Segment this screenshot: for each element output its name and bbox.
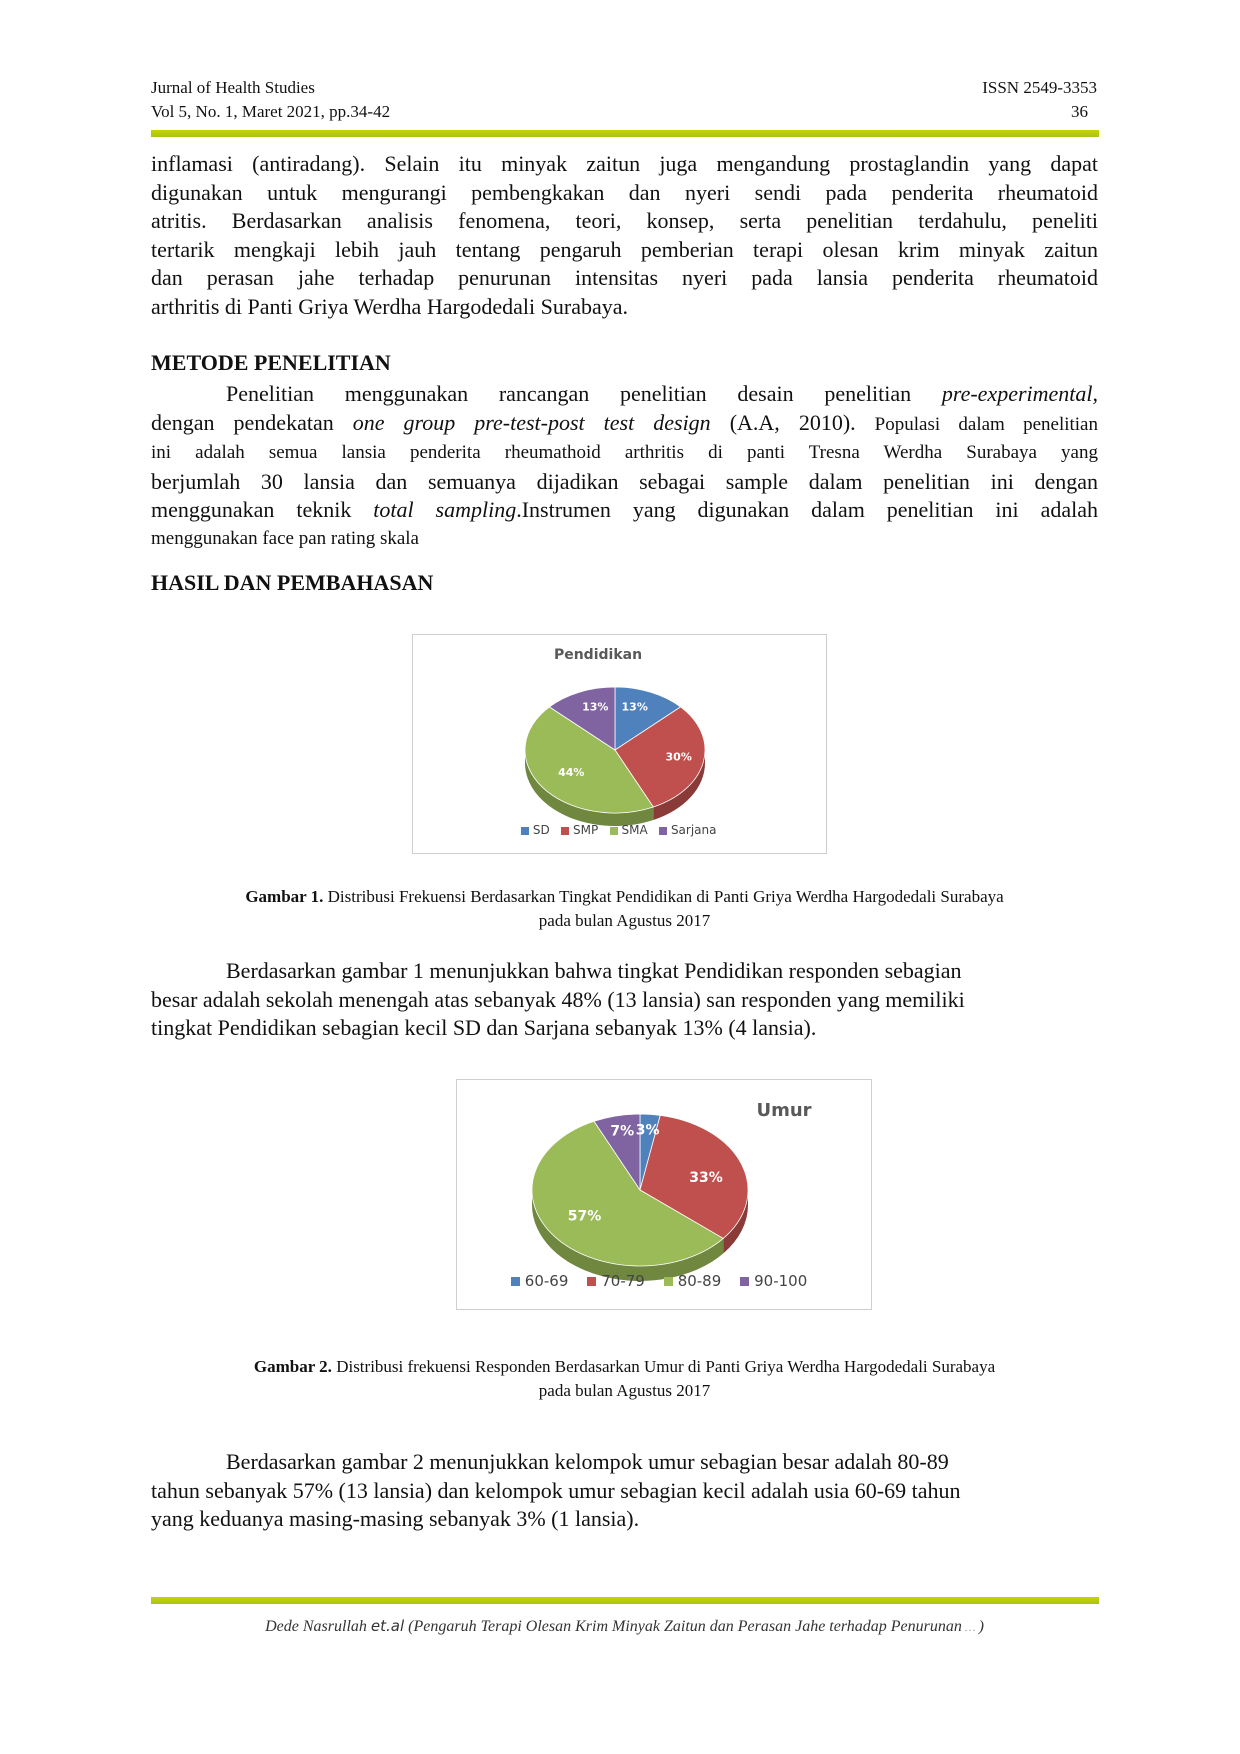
footer-paren: ( [404,1618,414,1635]
metode-text-italic: one group pre-test-post test design [352,409,711,435]
legend-label: 70-79 [601,1272,645,1290]
intro-line: dan perasan jahe terhadap penurunan intensitas nyeri pada lansia penderita rheumatoid [151,265,1098,290]
legend-swatch [610,827,618,835]
legend-label: SMA [621,823,648,837]
metode-line [151,380,1098,409]
pie-data-label: 33% [689,1170,723,1186]
chart-legend [521,823,717,837]
legend-swatch [521,827,529,835]
chart-title: Pendidikan [553,647,643,663]
chart-title: Umur [756,1100,812,1121]
footer-author: Dede Nasrullah [265,1618,371,1635]
discussion-line: tingkat Pendidikan sebagian kecil SD dan Sarjana sebanyak 13% (4 lansia). [151,1015,817,1040]
issn: ISSN 2549-3353 [982,78,1097,97]
legend-label: SD [532,823,550,837]
metode-text: Populasi dalam penelitian [874,413,1098,435]
figure1-label: Gambar 1. [245,887,324,906]
figure2-label: Gambar 2. [253,1357,332,1376]
figure2-caption [151,1355,1098,1403]
pie-data-label: 13% [582,700,609,714]
running-footer [151,1617,1098,1636]
metode-text: Penelitian menggunakan rancangan penelitian desain penelitian [226,381,912,406]
metode-line [151,496,1098,525]
discussion-line: tahun sebanyak 57% (13 lansia) dan kelompok umur sebagian kecil adalah usia 60-69 tahun [151,1477,961,1503]
footer-etal: et.al [370,1617,405,1635]
legend-label: SMP [572,823,599,837]
chart-pendidikan [412,634,827,854]
metode-line: berjumlah 30 lansia dan semuanya dijadikan sebagai sample dalam penelitian ini dengan [151,468,1098,494]
pie-group [525,687,705,826]
section-heading-metode: METODE PENELITIAN [151,350,391,375]
metode-line [151,409,1098,440]
figure2-caption-text: pada bulan Agustus 2017 [538,1381,711,1400]
figure1-caption-text: Distribusi Frekuensi Berdasarkan Tingkat Pendidikan di Panti Griya Werdha Hargodedali Surabaya [323,887,1004,906]
legend-swatch [511,1277,520,1286]
pie-data-label: 3% [635,1122,660,1139]
legend-swatch [587,1277,596,1286]
pie-data-label: 44% [558,766,585,780]
figure1-caption [151,885,1098,933]
metode-text: (A.A, 2010). [729,409,856,435]
legend-swatch [740,1277,749,1286]
footer-title: Pengaruh Terapi Olesan Krim Minyak Zaitun dan Perasan Jahe terhadap Penurunan [413,1618,962,1635]
discussion-line: yang keduanya masing-masing sebanyak 3% (1 lansia). [151,1506,640,1531]
pie-group [532,1114,748,1281]
legend-swatch [659,827,667,835]
metode-text-italic: pre-experimental, [941,381,1099,406]
journal-name: Jurnal of Health Studies [151,78,315,97]
header-rule [151,130,1099,137]
intro-line: inflamasi (antiradang). Selain itu minyak zaitun juga mengandung prostaglandin yang dapat [151,151,1098,176]
journal-issue: Vol 5, No. 1, Maret 2021, pp.34-42 [151,102,391,121]
page-number: 36 [1071,102,1088,121]
discussion-line: Berdasarkan gambar 1 menunjukkan bahwa tingkat Pendidikan responden sebagian [226,958,962,983]
footer-ellipsis: … [961,1620,979,1634]
section-heading-hasil: HASIL DAN PEMBAHASAN [151,570,434,595]
legend-label: 90-100 [754,1272,808,1290]
metode-text: dengan pendekatan [151,409,334,435]
pie-data-label: 57% [567,1208,602,1225]
discussion1-paragraph [151,957,1081,1043]
pie-data-label: 7% [610,1123,635,1140]
intro-line: arthritis di Panti Griya Werdha Hargodedali Surabaya. [151,293,629,319]
metode-text-italic: total sampling [373,497,517,522]
discussion2-paragraph [151,1448,1081,1534]
intro-paragraph [151,150,1098,321]
chart-pendidikan-svg [413,635,826,853]
footer-rule [151,1597,1099,1604]
metode-paragraph [151,380,1098,553]
metode-text: .Instrumen yang digunakan dalam penelitian ini adalah [516,497,1098,522]
metode-line: menggunakan face pan rating skala [151,527,419,549]
chart-legend [511,1272,807,1290]
legend-swatch [664,1277,673,1286]
legend-swatch [561,827,569,835]
legend-label: 60-69 [524,1272,569,1290]
pie-data-label: 30% [665,750,692,764]
pie-data-label: 13% [621,700,648,714]
intro-line: atritis. Berdasarkan analisis fenomena, teori, konsep, serta penelitian terdahulu, peneliti [151,208,1098,233]
discussion-line: Berdasarkan gambar 2 menunjukkan kelompok umur sebagian besar adalah 80-89 [226,1449,949,1474]
metode-text: menggunakan teknik [151,497,352,522]
legend-label: 80-89 [677,1272,722,1290]
chart-umur [456,1079,872,1310]
metode-line: ini adalah semua lansia penderita rheumathoid arthritis di panti Tresna Werdha Surabaya yang [151,442,1098,463]
figure2-caption-text: Distribusi frekuensi Responden Berdasarkan Umur di Panti Griya Werdha Hargodedali Surabaya [331,1357,996,1376]
figure1-caption-text: pada bulan Agustus 2017 [538,911,711,930]
discussion-line: besar adalah sekolah menengah atas sebanyak 48% (13 lansia) san responden yang memiliki [151,986,965,1012]
legend-label: Sarjana [670,823,717,837]
intro-line: digunakan untuk mengurangi pembengkakan dan nyeri sendi pada penderita rheumatoid [151,179,1098,205]
footer-paren: ) [978,1618,984,1635]
intro-line: tertarik mengkaji lebih jauh tentang pengaruh pemberian terapi olesan krim minyak zaitun [151,236,1098,262]
